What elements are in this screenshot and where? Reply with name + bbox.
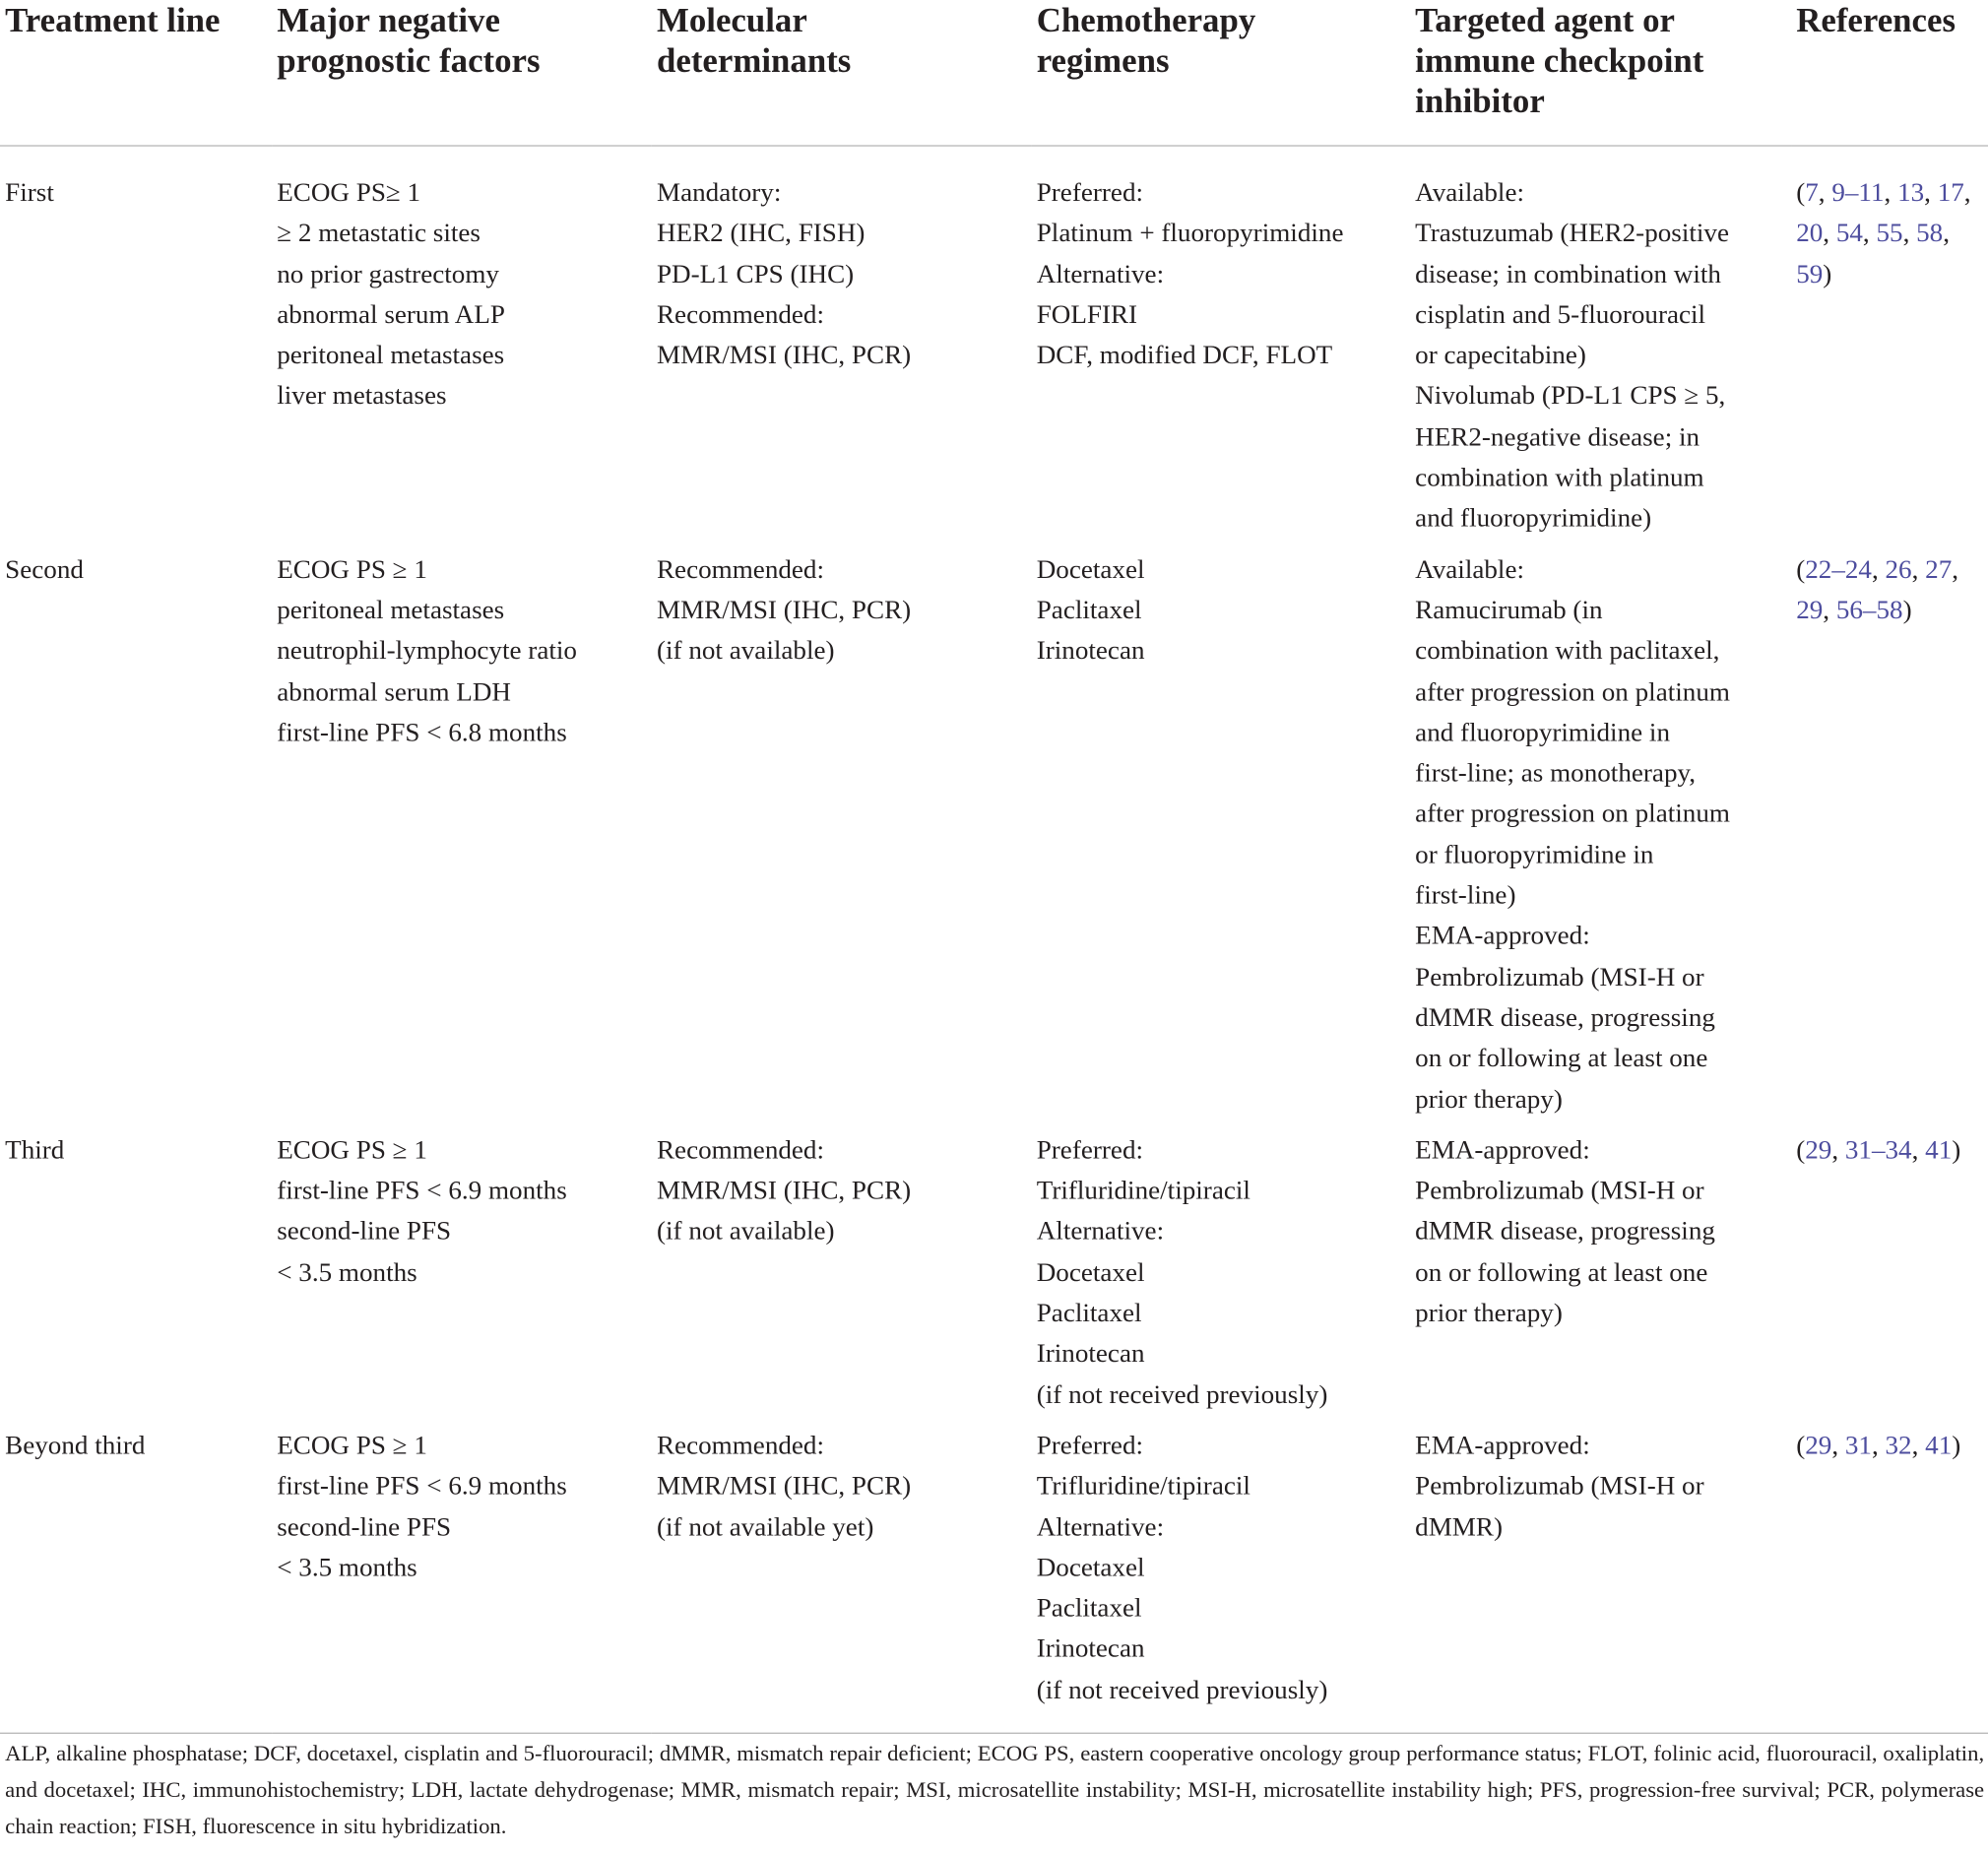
cell-line: and fluoropyrimidine) (1415, 502, 1652, 534)
cell-line: Irinotecan (1036, 1337, 1145, 1369)
reference-punctuation: , (1943, 217, 1950, 248)
cell-chemotherapy-regimens (1032, 1415, 1410, 1734)
cell-line: Recommended: (656, 1133, 825, 1165)
header-chemotherapy-regimens: Chemotherapy regimens (1032, 0, 1410, 146)
cell-line: Pembrolizumab (MSI-H or (1415, 1175, 1704, 1206)
cell-line: first-line) (1415, 879, 1516, 911)
table-body (0, 146, 1988, 1733)
reference-link[interactable]: 55 (1876, 217, 1903, 248)
reference-link[interactable]: 56–58 (1835, 594, 1903, 625)
reference-line (1796, 171, 1980, 212)
cell-line: dMMR) (1415, 1510, 1504, 1542)
cell-line: first-line; as monotherapy, (1415, 757, 1697, 788)
cell-line: first-line PFS < 6.9 months (277, 1175, 567, 1206)
reference-line (1796, 213, 1980, 253)
reference-link[interactable]: 29 (1796, 594, 1824, 625)
cell-prognostic-factors (272, 1119, 652, 1415)
cell-line: < 3.5 months (277, 1552, 417, 1582)
reference-punctuation: , (1818, 176, 1832, 208)
reference-link[interactable]: 17 (1937, 176, 1964, 208)
table-footnote: ALP, alkaline phosphatase; DCF, docetaxel, cisplatin and 5-fluorouracil; dMMR, mismatch repair deficient; ECOG PS, eastern cooperative oncology group performance status; FLOT, folinic acid, fluorouracil, oxaliplatin, and docetaxel; IHC, immunohistochemistry; LDH, lactate dehydrogenase; MMR, mismatch repair; MSI, microsatellite instability; MSI-H, microsatellite instability high; PFS, progression-free survival; PCR, polymerase chain reaction; FISH, fluorescence in situ hybridization. (5, 1740, 1985, 1839)
cell-line: Available: (1415, 553, 1525, 584)
cell-line: (if not available) (656, 1215, 835, 1247)
cell-molecular-determinants (652, 1415, 1032, 1734)
cell-line: Docetaxel (1036, 1256, 1145, 1287)
reference-link[interactable]: 22–24 (1805, 553, 1872, 584)
reference-link[interactable]: 20 (1796, 217, 1824, 248)
cell-line: PD-L1 CPS (IHC) (656, 258, 855, 288)
reference-line (1796, 1425, 1980, 1465)
reference-link[interactable]: 13 (1897, 176, 1925, 208)
reference-link[interactable]: 27 (1925, 553, 1953, 584)
reference-link[interactable]: 26 (1885, 553, 1912, 584)
table-row (0, 539, 1988, 1119)
header-references: References (1791, 0, 1988, 146)
reference-line (1796, 1129, 1980, 1170)
cell-line: (if not received previously) (1036, 1674, 1328, 1705)
cell-line: FOLFIRI (1036, 298, 1138, 330)
cell-molecular-determinants (652, 539, 1032, 1119)
cell-line: prior therapy) (1415, 1297, 1563, 1328)
table-row (0, 1415, 1988, 1734)
cell-line: liver metastases (277, 380, 447, 412)
reference-punctuation: , (1871, 1429, 1886, 1460)
cell-line: cisplatin and 5-fluorouracil (1415, 298, 1706, 330)
cell-line: combination with platinum (1415, 462, 1704, 492)
cell-line: ECOG PS ≥ 1 (277, 1133, 427, 1165)
cell-line: first-line PFS < 6.9 months (277, 1470, 567, 1502)
cell-line: peritoneal metastases (277, 594, 505, 625)
cell-line: Pembrolizumab (MSI-H or (1415, 1470, 1704, 1502)
reference-punctuation: ( (1796, 553, 1806, 584)
reference-link[interactable]: 7 (1805, 176, 1819, 208)
cell-line: or fluoropyrimidine in (1415, 838, 1654, 869)
cell-line: Paclitaxel (1036, 1297, 1142, 1328)
cell-line: Paclitaxel (1036, 594, 1142, 625)
reference-link[interactable]: 31–34 (1844, 1133, 1912, 1165)
reference-punctuation: , (1823, 594, 1836, 625)
cell-line: second-line PFS (277, 1215, 452, 1247)
cell-molecular-determinants (652, 146, 1032, 539)
cell-line: Trastuzumab (HER2-positive (1415, 217, 1729, 248)
reference-line (1796, 253, 1980, 293)
reference-punctuation: ( (1796, 1133, 1806, 1165)
cell-line: prior therapy) (1415, 1083, 1563, 1115)
reference-punctuation: , (1862, 217, 1877, 248)
reference-punctuation: , (1884, 176, 1898, 208)
cell-line: Recommended: (656, 553, 825, 584)
reference-punctuation: , (1871, 553, 1886, 584)
cell-line: ≥ 2 metastatic sites (277, 217, 481, 248)
reference-punctuation: , (1952, 553, 1959, 584)
reference-punctuation: , (1831, 1133, 1845, 1165)
cell-prognostic-factors (272, 1415, 652, 1734)
cell-line: second-line PFS (277, 1510, 452, 1542)
cell-line: Preferred: (1036, 1429, 1144, 1460)
cell-line: Nivolumab (PD-L1 CPS ≥ 5, (1415, 380, 1726, 412)
header-row (0, 0, 1988, 146)
cell-line: peritoneal metastases (277, 339, 505, 370)
table-row (0, 146, 1988, 539)
cell-line: Mandatory: (656, 176, 782, 208)
cell-line: or capecitabine) (1415, 339, 1586, 370)
cell-chemotherapy-regimens (1032, 1119, 1410, 1415)
cell-line: MMR/MSI (IHC, PCR) (656, 339, 912, 370)
cell-targeted-agent (1410, 1119, 1791, 1415)
cell-line: neutrophil-lymphocyte ratio (277, 634, 577, 666)
reference-link[interactable]: 9–11 (1831, 176, 1885, 208)
reference-punctuation: ) (1902, 594, 1912, 625)
cell-references (1791, 1415, 1988, 1734)
cell-line: after progression on platinum (1415, 798, 1730, 829)
cell-line: Docetaxel (1036, 1552, 1145, 1582)
cell-line: dMMR disease, progressing (1415, 1001, 1715, 1033)
cell-line: Alternative: (1036, 258, 1165, 288)
cell-line: (if not available) (656, 634, 835, 666)
reference-link[interactable]: 54 (1835, 217, 1863, 248)
cell-prognostic-factors (272, 539, 652, 1119)
reference-link[interactable]: 32 (1885, 1429, 1912, 1460)
cell-line: EMA-approved: (1415, 1429, 1590, 1460)
reference-punctuation: ) (1952, 1429, 1961, 1460)
cell-line: MMR/MSI (IHC, PCR) (656, 594, 912, 625)
cell-line: Platinum + fluoropyrimidine (1036, 217, 1344, 248)
cell-line: ECOG PS≥ 1 (277, 176, 421, 208)
cell-line: Pembrolizumab (MSI-H or (1415, 961, 1704, 991)
cell-line: (if not available yet) (656, 1510, 874, 1542)
header-prognostic-factors: Major negative prognostic factors (272, 0, 652, 146)
cell-line: (if not received previously) (1036, 1378, 1328, 1410)
reference-link[interactable]: 41 (1925, 1429, 1953, 1460)
cell-chemotherapy-regimens (1032, 146, 1410, 539)
reference-punctuation: , (1911, 1429, 1926, 1460)
cell-line: first-line PFS < 6.8 months (277, 716, 567, 747)
reference-punctuation: , (1911, 1133, 1926, 1165)
cell-line: Docetaxel (1036, 553, 1145, 584)
reference-punctuation: , (1924, 176, 1938, 208)
cell-line: Recommended: (656, 1429, 825, 1460)
cell-line: EMA-approved: (1415, 920, 1590, 951)
cell-line: ECOG PS ≥ 1 (277, 553, 427, 584)
cell-line: dMMR disease, progressing (1415, 1215, 1715, 1247)
reference-link[interactable]: 41 (1925, 1133, 1953, 1165)
reference-link[interactable]: 58 (1916, 217, 1944, 248)
cell-line: abnormal serum LDH (277, 675, 512, 707)
cell-line: HER2 (IHC, FISH) (656, 217, 866, 248)
cell-line: Trifluridine/tipiracil (1036, 1470, 1251, 1502)
cell-treatment-line: Second (5, 553, 84, 584)
cell-line: HER2-negative disease; in (1415, 420, 1700, 452)
reference-link[interactable]: 29 (1805, 1133, 1832, 1165)
table-header (0, 0, 1988, 146)
cell-treatment-line: First (5, 176, 54, 208)
header-molecular-determinants: Molecular determinants (652, 0, 1032, 146)
cell-targeted-agent (1410, 1415, 1791, 1734)
reference-punctuation: , (1831, 1429, 1845, 1460)
cell-line: EMA-approved: (1415, 1133, 1590, 1165)
cell-line: no prior gastrectomy (277, 258, 499, 288)
cell-line: DCF, modified DCF, FLOT (1036, 339, 1333, 370)
cell-line: Preferred: (1036, 1133, 1144, 1165)
reference-punctuation: ( (1796, 1429, 1806, 1460)
reference-punctuation: ) (1952, 1133, 1961, 1165)
cell-line: on or following at least one (1415, 1256, 1708, 1287)
cell-line: Available: (1415, 176, 1525, 208)
cell-targeted-agent (1410, 146, 1791, 539)
cell-line: abnormal serum ALP (277, 298, 505, 330)
cell-targeted-agent (1410, 539, 1791, 1119)
reference-line (1796, 589, 1980, 629)
reference-punctuation: , (1911, 553, 1926, 584)
cell-line: Trifluridine/tipiracil (1036, 1175, 1251, 1206)
cell-line: combination with paclitaxel, (1415, 634, 1720, 666)
reference-punctuation: ( (1796, 176, 1806, 208)
cell-line: Preferred: (1036, 176, 1144, 208)
reference-line (1796, 548, 1980, 589)
reference-punctuation: , (1963, 176, 1971, 208)
cell-line: Ramucirumab (in (1415, 594, 1603, 625)
cell-line: on or following at least one (1415, 1042, 1708, 1073)
cell-line: after progression on platinum (1415, 675, 1730, 707)
cell-references (1791, 539, 1988, 1119)
cell-line: Paclitaxel (1036, 1592, 1142, 1624)
cell-molecular-determinants (652, 1119, 1032, 1415)
cell-line: Alternative: (1036, 1215, 1165, 1247)
cell-line: disease; in combination with (1415, 258, 1721, 288)
cell-line: and fluoropyrimidine in (1415, 716, 1671, 747)
table-row (0, 1119, 1988, 1415)
cell-treatment-line: Beyond third (0, 1415, 272, 1734)
header-targeted-agent: Targeted agent or immune checkpoint inhibitor (1410, 0, 1791, 146)
reference-punctuation: , (1902, 217, 1917, 248)
cell-line: < 3.5 months (277, 1256, 417, 1287)
reference-link[interactable]: 29 (1805, 1429, 1832, 1460)
cell-line: Recommended: (656, 298, 825, 330)
cell-references (1791, 1119, 1988, 1415)
cell-line: Alternative: (1036, 1510, 1165, 1542)
reference-link[interactable]: 31 (1844, 1429, 1872, 1460)
cell-line: ECOG PS ≥ 1 (277, 1429, 427, 1460)
cell-line: MMR/MSI (IHC, PCR) (656, 1470, 912, 1502)
cell-chemotherapy-regimens (1032, 539, 1410, 1119)
cell-prognostic-factors (272, 146, 652, 539)
cell-treatment-line: Third (5, 1133, 65, 1165)
reference-link[interactable]: 59 (1796, 258, 1824, 288)
cell-line: Irinotecan (1036, 634, 1145, 666)
reference-punctuation: , (1823, 217, 1836, 248)
cell-references (1791, 146, 1988, 539)
reference-punctuation: ) (1823, 258, 1832, 288)
header-treatment-line: Treatment line (0, 0, 272, 146)
cell-line: MMR/MSI (IHC, PCR) (656, 1175, 912, 1206)
cell-line: Irinotecan (1036, 1632, 1145, 1664)
